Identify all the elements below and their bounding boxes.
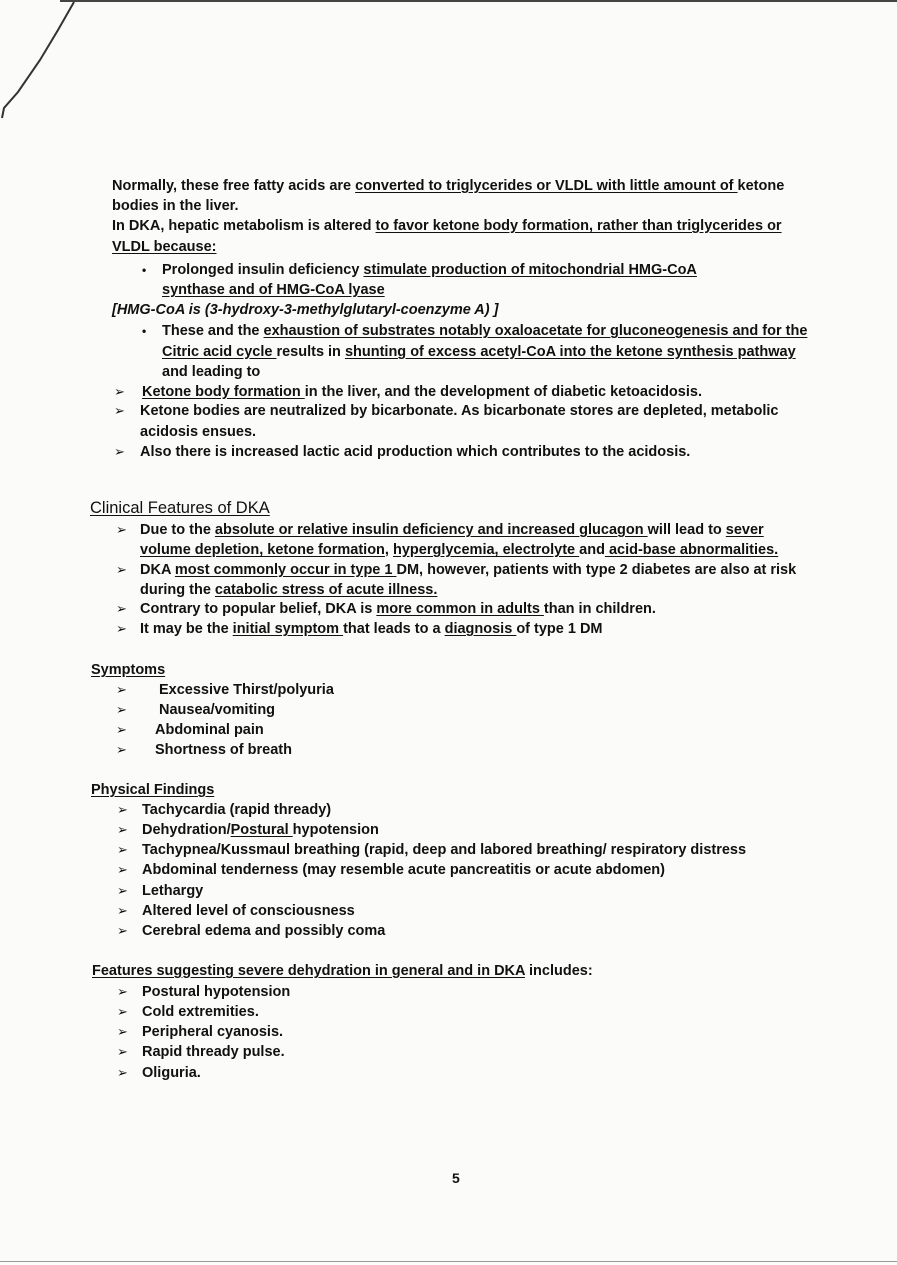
arrow-bullet-icon: ➢: [117, 883, 128, 898]
physical-item: Altered level of consciousness: [142, 903, 355, 919]
arrow-bullet-icon: ➢: [116, 682, 127, 697]
intro-p2-cont: VLDL because:: [112, 239, 217, 255]
arrow-bullet-icon: ➢: [117, 923, 128, 938]
severe-item: Rapid thready pulse.: [142, 1044, 285, 1060]
physical-item: Cerebral edema and possibly coma: [142, 923, 386, 939]
physical-item: Lethargy: [142, 883, 204, 899]
symptom-item: Abdominal pain: [155, 722, 264, 738]
bullet-dot: •: [142, 263, 147, 277]
bullet-exhaustion-cont2: and leading to: [162, 364, 261, 380]
arrow-bullet-icon: ➢: [117, 984, 128, 999]
arrow-bullet-icon: ➢: [114, 403, 125, 418]
intro-p2: In DKA, hepatic metabolism is altered to favor ketone body formation, rather than triglycerides or: [112, 218, 782, 234]
bullet-insulin: Prolonged insulin deficiency stimulate production of mitochondrial HMG-CoA: [162, 262, 697, 278]
arrow-bullet-icon: ➢: [117, 1065, 128, 1080]
severe-item: Postural hypotension: [142, 984, 291, 1000]
clinical-item-4: It may be the initial symptom that leads to a diagnosis of type 1 DM: [140, 621, 603, 637]
arrow-lactic-acid: Also there is increased lactic acid production which contributes to the acidosis.: [140, 444, 691, 460]
arrow-bullet-icon: ➢: [117, 1004, 128, 1019]
clinical-item-2: DKA most commonly occur in type 1 DM, however, patients with type 2 diabetes are also at risk: [140, 562, 797, 578]
scan-corner-mark: [0, 0, 90, 120]
intro-p1: Normally, these free fatty acids are converted to triglycerides or VLDL with little amount of ketone: [112, 178, 785, 194]
bullet-exhaustion: These and the exhaustion of substrates notably oxaloacetate for gluconeogenesis and for the: [162, 323, 808, 339]
clinical-item-3: Contrary to popular belief, DKA is more common in adults than in children.: [140, 601, 656, 617]
physical-item: Tachypnea/Kussmaul breathing (rapid, deep and labored breathing/ respiratory distress: [142, 842, 747, 858]
clinical-item-2-cont: during the catabolic stress of acute illness.: [140, 582, 438, 598]
arrow-bullet-icon: ➢: [117, 862, 128, 877]
arrow-bullet-icon: ➢: [117, 842, 128, 857]
physical-item: Abdominal tenderness (may resemble acute pancreatitis or acute abdomen): [142, 862, 665, 878]
arrow-bicarbonate: Ketone bodies are neutralized by bicarbonate. As bicarbonate stores are depleted, metabolic: [140, 403, 779, 419]
severe-item: Cold extremities.: [142, 1004, 259, 1020]
arrow-bullet-icon: ➢: [116, 702, 127, 717]
arrow-bullet-icon: ➢: [114, 384, 125, 399]
symptoms-heading: Symptoms: [91, 662, 166, 678]
arrow-bullet-icon: ➢: [116, 522, 127, 537]
arrow-bullet-icon: ➢: [117, 822, 128, 837]
arrow-bullet-icon: ➢: [116, 742, 127, 757]
arrow-bullet-icon: ➢: [117, 903, 128, 918]
arrow-bullet-icon: ➢: [117, 1024, 128, 1039]
symptom-item: Shortness of breath: [155, 742, 292, 758]
clinical-item-1-cont: volume depletion, ketone formation, hyperglycemia, electrolyte and acid-base abnormalities.: [140, 542, 779, 558]
scan-edge-top: [60, 0, 897, 2]
physical-heading: Physical Findings: [91, 782, 215, 798]
arrow-ketone-formation: Ketone body formation in the liver, and the development of diabetic ketoacidosis.: [142, 384, 702, 400]
bullet-insulin-cont: synthase and of HMG-CoA lyase: [162, 282, 385, 298]
arrow-bullet-icon: ➢: [116, 722, 127, 737]
severe-heading: Features suggesting severe dehydration in general and in DKA includes:: [92, 963, 593, 979]
arrow-bullet-icon: ➢: [117, 802, 128, 817]
arrow-bullet-icon: ➢: [117, 1044, 128, 1059]
hmg-note: [HMG-CoA is (3-hydroxy-3-methylglutaryl-coenzyme A) ]: [112, 302, 499, 318]
symptom-item: Excessive Thirst/polyuria: [159, 682, 334, 698]
severe-item: Peripheral cyanosis.: [142, 1024, 284, 1040]
arrow-bicarbonate-cont: acidosis ensues.: [140, 424, 257, 440]
arrow-bullet-icon: ➢: [116, 621, 127, 636]
arrow-bullet-icon: ➢: [114, 444, 125, 459]
bullet-exhaustion-cont: Citric acid cycle results in shunting of excess acetyl-CoA into the ketone synthesis pathway: [162, 344, 796, 360]
page-number: 5: [452, 1170, 460, 1186]
clinical-item-1: Due to the absolute or relative insulin deficiency and increased glucagon will lead to sever: [140, 522, 764, 538]
severe-item: Oliguria.: [142, 1065, 201, 1081]
physical-item: Dehydration/Postural hypotension: [142, 822, 379, 838]
bullet-dot: •: [142, 324, 147, 338]
arrow-bullet-icon: ➢: [116, 601, 127, 616]
arrow-bullet-icon: ➢: [116, 562, 127, 577]
symptom-item: Nausea/vomiting: [159, 702, 276, 718]
clinical-heading: Clinical Features of DKA: [90, 499, 270, 517]
physical-item: Tachycardia (rapid thready): [142, 802, 332, 818]
intro-p1-cont: bodies in the liver.: [112, 198, 239, 214]
scan-edge-bottom: [0, 1261, 897, 1262]
